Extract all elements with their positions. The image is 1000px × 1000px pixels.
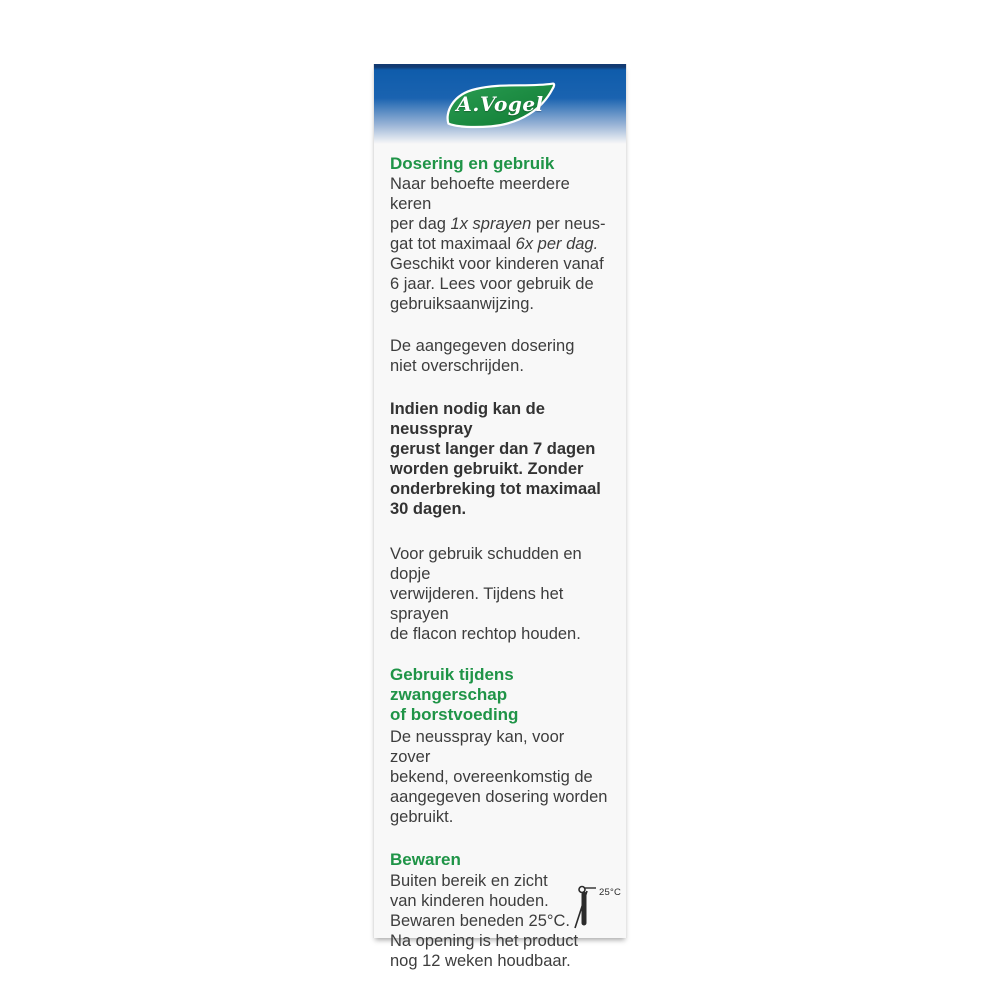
thermometer-icon	[572, 883, 632, 935]
paragraph-duration-bold: Indien nodig kan de neusspray gerust langer dan 7 dagen worden gebruikt. Zonder onderbreking tot maximaal 30 dagen.	[390, 400, 601, 518]
paragraph-storage: Buiten bereik en zicht van kinderen houden. Bewaren beneden 25°C. Na opening is het product nog 12 weken houdbaar. 25°C	[390, 871, 608, 971]
paragraph-do-not-exceed: De aangegeven dosering niet overschrijden.	[390, 337, 575, 375]
top-blue-band	[374, 64, 626, 144]
avogel-logo	[442, 81, 558, 129]
section-heading-dosering: Dosering en gebruik	[390, 154, 555, 173]
label-text-content	[374, 144, 626, 971]
logo-text: A.Vogel	[456, 92, 544, 116]
section-heading-storage: Bewaren	[390, 850, 461, 869]
paragraph-pregnancy: De neusspray kan, voor zover bekend, overeenkomstig de aangegeven dosering worden gebruikt.	[390, 728, 608, 826]
thermometer-label: 25°C	[599, 887, 622, 898]
package-side-panel	[373, 64, 627, 970]
paragraph-shake-before-use: Voor gebruik schudden en dopje verwijderen. Tijdens het sprayen de flacon rechtop houden.	[390, 545, 582, 643]
section-heading-pregnancy: Gebruik tijdens zwangerschap of borstvoeding	[390, 665, 519, 724]
paragraph-dosage: Naar behoefte meerdere keren per dag 1x sprayen per neus- gat tot maximaal 6x per dag. Geschikt voor kinderen vanaf 6 jaar. Lees voor gebruik de gebruiksaanwijzing.	[390, 175, 606, 313]
